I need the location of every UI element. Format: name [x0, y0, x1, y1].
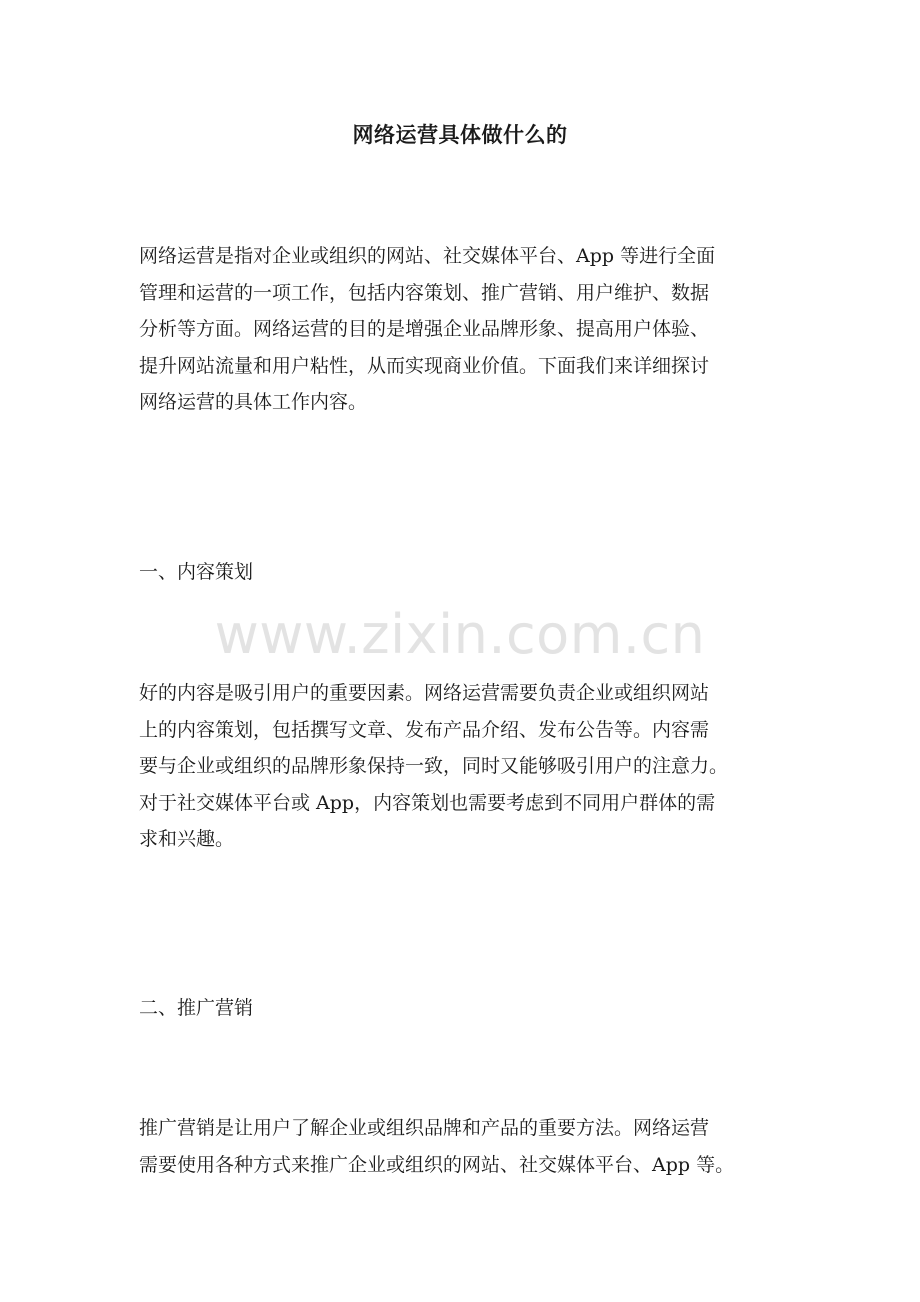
paragraph-line: 需要使用各种方式来推广企业或组织的网站、社交媒体平台、App 等。: [139, 1153, 735, 1176]
section-heading-content-planning: 一、内容策划: [139, 561, 254, 583]
watermark: www.zixin.com.cn: [214, 603, 706, 666]
paragraph-line: 上的内容策划，包括撰写文章、发布产品介绍、发布公告等。内容需: [139, 718, 710, 741]
paragraph-line: 要与企业或组织的品牌形象保持一致，同时又能够吸引用户的注意力。: [139, 755, 729, 777]
paragraph-line: 对于社交媒体平台或 App，内容策划也需要考虑到不同用户群体的需: [139, 791, 716, 814]
section-heading-promotion-marketing: 二、推广营销: [139, 997, 254, 1019]
paragraph-line: 分析等方面。网络运营的目的是增强企业品牌形象、提高用户体验、: [139, 318, 710, 340]
intro-paragraph: [139, 238, 799, 421]
paragraph-line: 好的内容是吸引用户的重要因素。网络运营需要负责企业或组织网站: [139, 682, 710, 704]
paragraph-line: 提升网站流量和用户粘性，从而实现商业价值。下面我们来详细探讨: [139, 354, 710, 377]
content-planning-paragraph: [139, 675, 799, 858]
document-title: 网络运营具体做什么的: [352, 122, 568, 147]
paragraph-line: 管理和运营的一项工作，包括内容策划、推广营销、用户维护、数据: [139, 281, 710, 304]
promotion-marketing-paragraph: [139, 1110, 799, 1183]
paragraph-line: 求和兴趣。: [139, 828, 235, 850]
paragraph-line: 网络运营是指对企业或组织的网站、社交媒体平台、App 等进行全面: [139, 245, 716, 267]
paragraph-line: 推广营销是让用户了解企业或组织品牌和产品的重要方法。网络运营: [139, 1117, 710, 1139]
paragraph-line: 网络运营的具体工作内容。: [139, 391, 368, 413]
